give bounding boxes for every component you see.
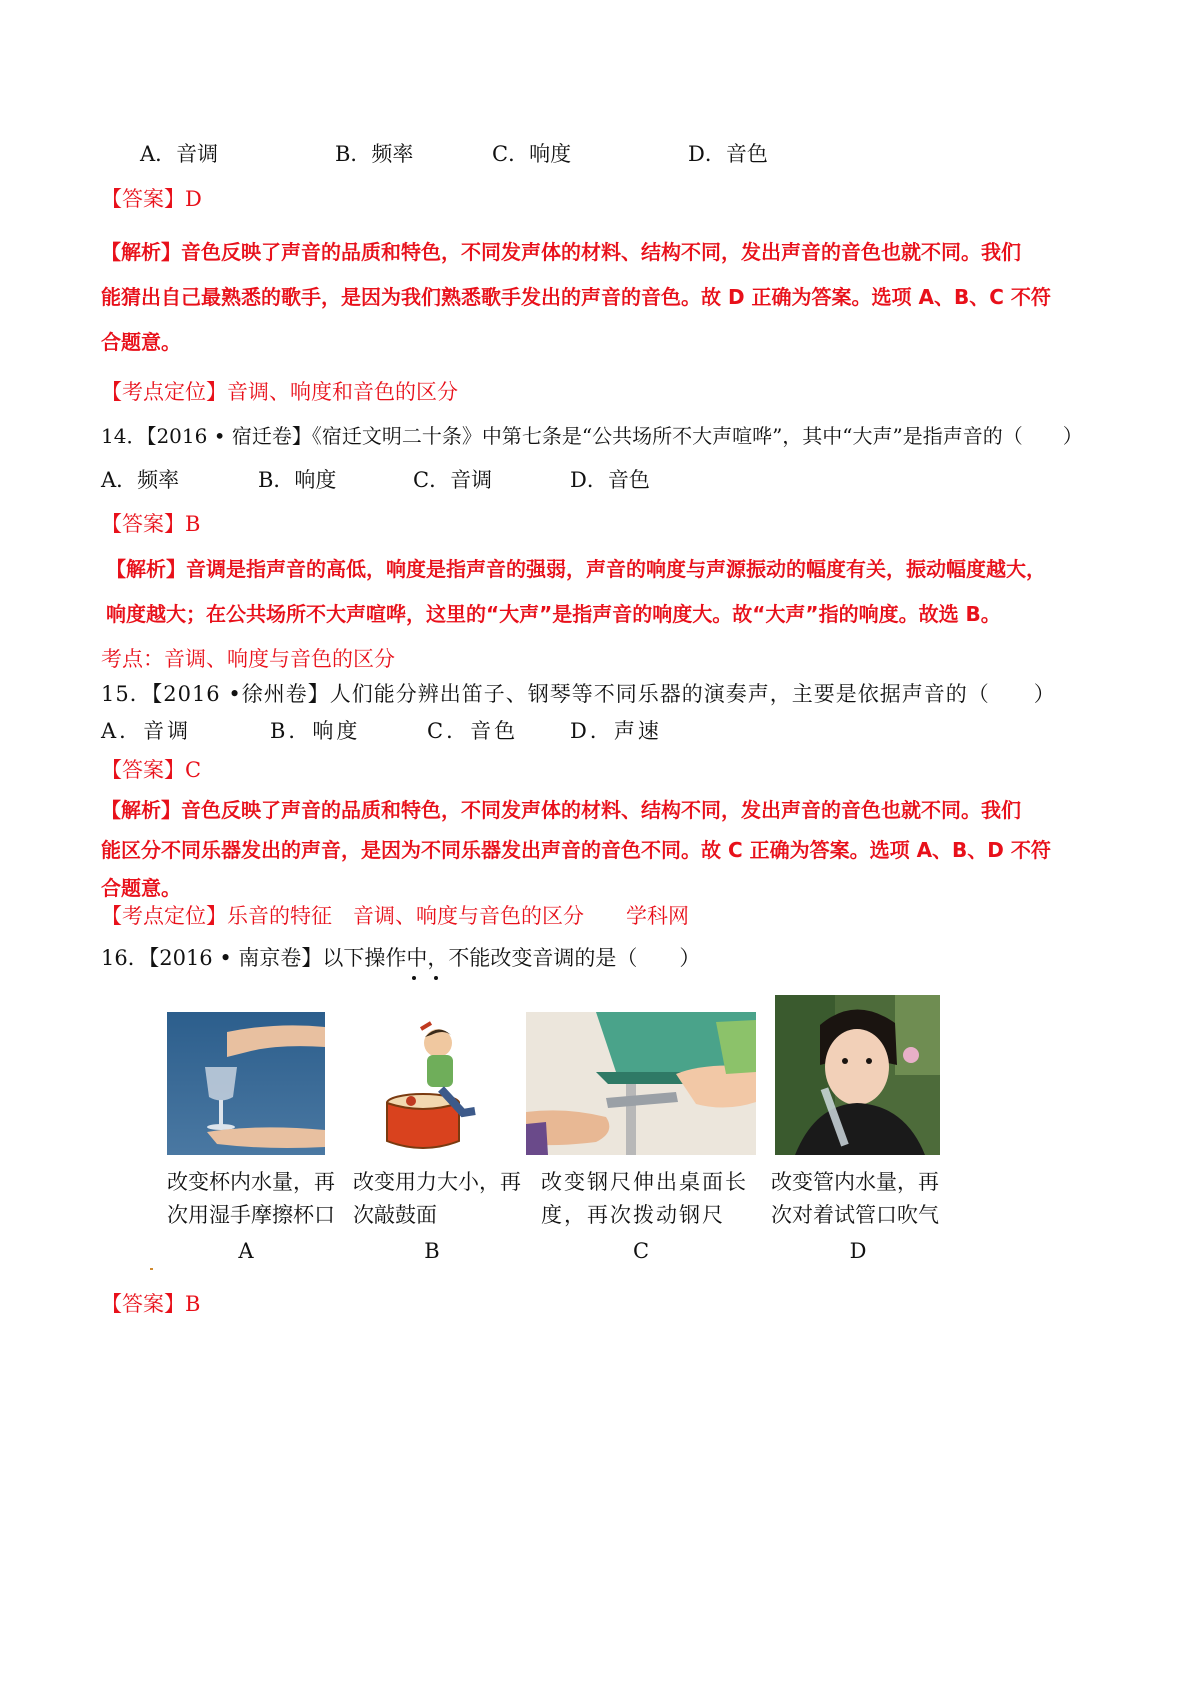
answer-tag: 【答案】 — [101, 758, 185, 782]
keypoint-tag: 【考点定位】 — [101, 904, 227, 928]
q15-keypoint — [101, 902, 689, 930]
q15-option-c: C．音色 — [427, 719, 519, 743]
q14-analysis-line-1: 【解析】音调是指声音的高低，响度是指声音的强弱，声音的响度与声源振动的幅度有关，振动幅度越大， — [106, 557, 1046, 581]
q14-option-d: D．音色 — [570, 468, 650, 492]
q14-option-a: A．频率 — [101, 468, 180, 492]
q13-option-b: B．频率 — [335, 142, 414, 166]
steel-ruler-photo — [526, 1012, 756, 1155]
q14-stem: 14．【2016 • 宿迁卷】《宿迁文明二十条》中第七条是“公共场所不大声喧哗”，其中“大声”是指声音的（ ） — [101, 424, 1083, 448]
q13-analysis-line-3: 合题意。 — [101, 330, 181, 354]
emphasis-dot — [412, 976, 416, 980]
keypoint-text: 音调、响度和音色的区分 — [227, 380, 458, 404]
drum-cartoon — [381, 1015, 481, 1160]
q15-answer — [101, 756, 201, 784]
q13-answer — [101, 185, 202, 213]
q13-option-c: C．响度 — [492, 142, 572, 166]
keypoint-text: 乐音的特征 音调、响度与音色的区分 学科网 — [227, 904, 689, 928]
answer-tag: 【答案】 — [101, 187, 185, 211]
q16-stem: 16．【2016 • 南京卷】以下操作中，不能改变音调的是（ ） — [101, 946, 701, 970]
figure-c-caption: 改变钢尺伸出桌面长度，再次拨动钢尺 — [541, 1170, 748, 1227]
q14-option-b: B．响度 — [258, 468, 337, 492]
figure-c-letter: C — [632, 1239, 650, 1263]
q15-option-d: D．声速 — [570, 719, 662, 743]
stray-mark — [150, 1268, 153, 1270]
emphasis-dot — [434, 976, 438, 980]
q16-answer — [101, 1290, 200, 1318]
answer-value: B — [185, 512, 201, 536]
q13-option-d: D．音色 — [688, 142, 768, 166]
q15-option-b: B．响度 — [270, 719, 361, 743]
figure-b-letter: B — [424, 1239, 440, 1263]
keypoint-tag: 【考点定位】 — [101, 380, 227, 404]
answer-value: D — [185, 187, 202, 211]
answer-tag: 【答案】 — [101, 1292, 185, 1316]
figure-b-caption: 改变用力大小，再次敲鼓面 — [353, 1170, 521, 1227]
q13-analysis-line-2: 能猜出自己最熟悉的歌手，是因为我们熟悉歌手发出的声音的音色。故 D 正确为答案。选项 A、B、C 不符 — [101, 285, 1051, 309]
q13-keypoint — [101, 378, 458, 406]
q14-answer — [101, 510, 200, 538]
q15-analysis-line-1: 【解析】音色反映了声音的品质和特色，不同发声体的材料、结构不同，发出声音的音色也就不同。我们 — [101, 798, 1021, 822]
figure-a-letter: A — [238, 1239, 254, 1263]
girl-test-tube-photo — [775, 995, 940, 1155]
q14-option-c: C．音调 — [413, 468, 493, 492]
q15-analysis-line-2: 能区分不同乐器发出的声音，是因为不同乐器发出声音的音色不同。故 C 正确为答案。选项 A、B、D 不符 — [101, 838, 1051, 862]
q13-analysis-line-1: 【解析】音色反映了声音的品质和特色，不同发声体的材料、结构不同，发出声音的音色也就不同。我们 — [101, 240, 1021, 264]
q15-analysis-line-3: 合题意。 — [101, 876, 181, 900]
answer-value: B — [185, 1292, 201, 1316]
figure-d-letter: D — [849, 1239, 867, 1263]
answer-value: C — [185, 758, 202, 782]
q15-option-a: A．音调 — [101, 719, 192, 743]
wine-glass-photo — [167, 1012, 325, 1155]
figure-a-caption: 改变杯内水量，再次用湿手摩擦杯口 — [167, 1170, 335, 1227]
answer-tag: 【答案】 — [101, 512, 185, 536]
figure-d-caption: 改变管内水量，再次对着试管口吹气 — [771, 1170, 939, 1227]
q14-keypoint: 考点：音调、响度与音色的区分 — [101, 647, 395, 671]
q14-analysis-line-2: 响度越大；在公共场所不大声喧哗，这里的“大声”是指声音的响度大。故“大声”指的响度。故选 B。 — [106, 602, 1001, 626]
q15-stem: 15．【2016 •徐州卷】人们能分辨出笛子、钢琴等不同乐器的演奏声，主要是依据声音的（ ） — [101, 682, 1056, 706]
q13-option-a: A．音调 — [140, 142, 219, 166]
